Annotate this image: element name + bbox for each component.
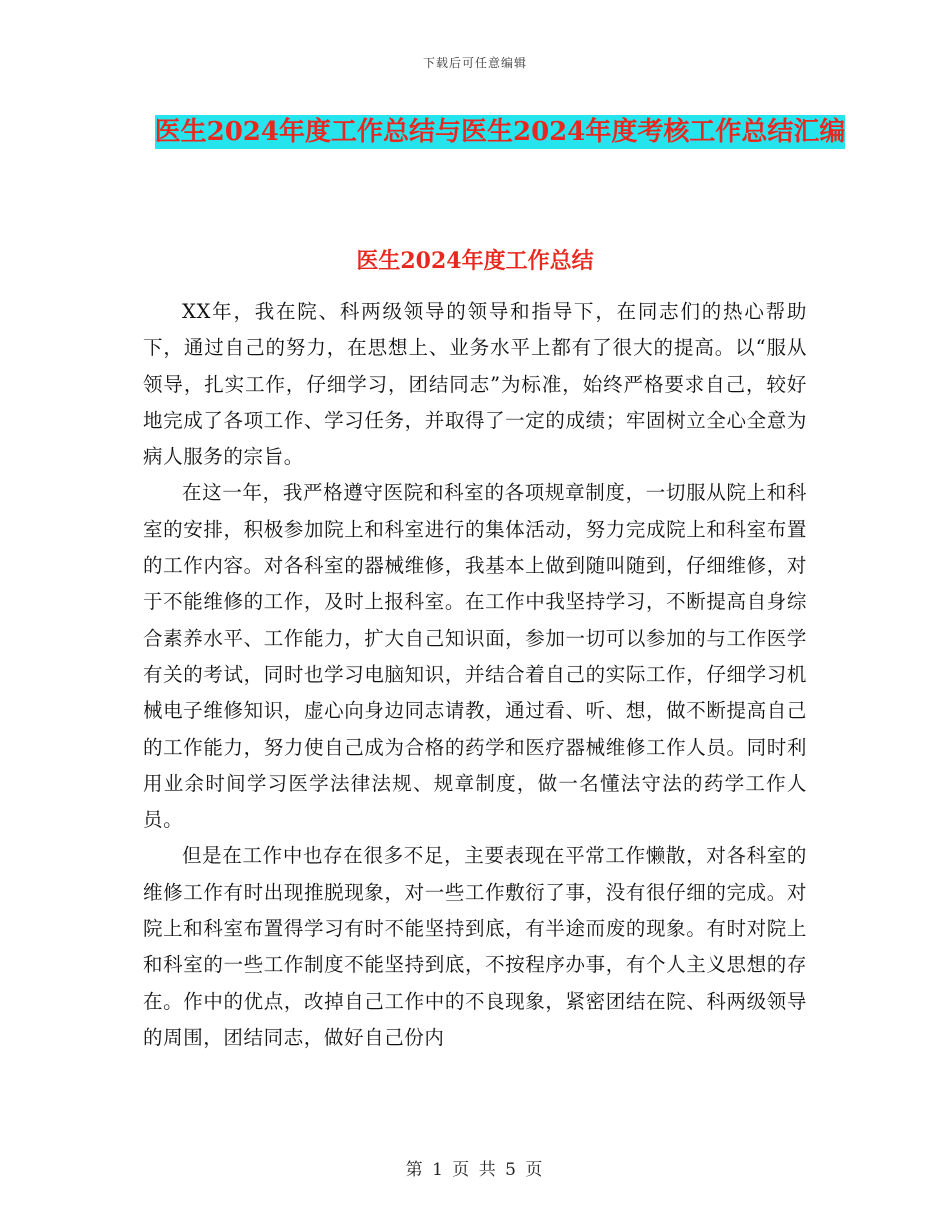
- document-title: [150, 108, 850, 156]
- paragraph: XX年，我在院、科两级领导的领导和指导下，在同志们的热心帮助下，通过自己的努力，在思想上、业务水平上都有了很大的提高。以“服从领导，扎实工作，仔细学习，团结同志”为标准，始终严格要求自己，较好地完成了各项工作、学习任务，并取得了一定的成绩；牢固树立全心全意为病人服务的宗旨。: [143, 300, 807, 469]
- header-note: 下载后可任意编辑: [422, 56, 527, 70]
- document-title-text: 医生2024年度工作总结与医生2024年度考核工作总结汇编: [154, 117, 846, 147]
- paragraph: 但是在工作中也存在很多不足，主要表现在平常工作懒散，对各科室的维修工作有时出现推脱现象，对一些工作敷衍了事，没有很仔细的完成。对院上和科室布置得学习有时不能坚持到底，有半途而废的现象。有时对院上和科室的一些工作制度不能坚持到底，不按程序办事，有个人主义思想的存在。作中的优点，改掉自己工作中的不良现象，紧密团结在院、科两级领导的周围，团结同志，做好自己份内: [143, 844, 807, 1049]
- body-text: [143, 294, 807, 1056]
- section-title: 医生2024年度工作总结: [356, 248, 594, 274]
- paragraph: 在这一年，我严格遵守医院和科室的各项规章制度，一切服从院上和科室的安排，积极参加院上和科室进行的集体活动，努力完成院上和科室布置的工作内容。对各科室的器械维修，我基本上做到随叫随到，仔细维修，对于不能维修的工作，及时上报科室。在工作中我坚持学习，不断提高自身综合素养水平、工作能力，扩大自己知识面，参加一切可以参加的与工作医学有关的考试，同时也学习电脑知识，并结合着自己的实际工作，仔细学习机械电子维修知识，虚心向身边同志请教，通过看、听、想，做不断提高自己的工作能力，努力使自己成为合格的药学和医疗器械维修工作人员。同时利用业余时间学习医学法律法规、规章制度，做一名懂法守法的药学工作人员。: [143, 481, 807, 832]
- page-footer: 第 1 页 共 5 页: [405, 1160, 545, 1180]
